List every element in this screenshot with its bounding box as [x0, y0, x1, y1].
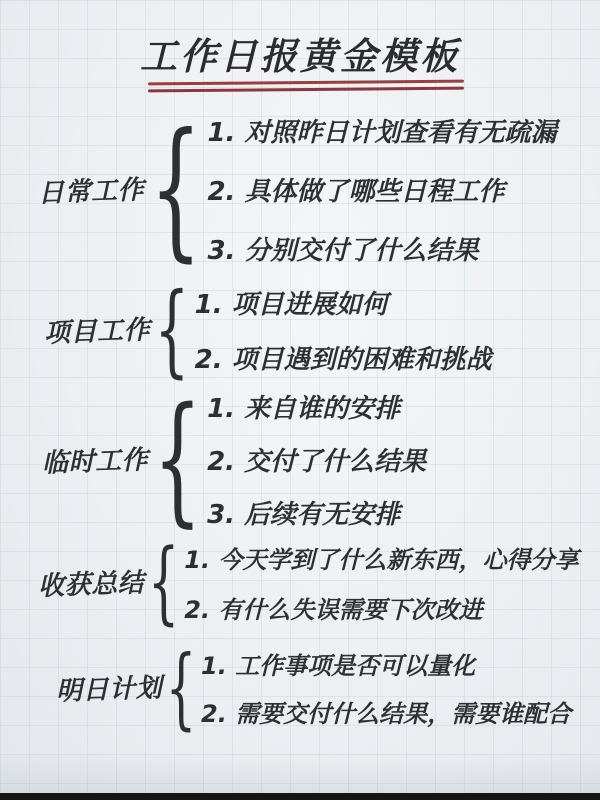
section-item: 3. 后续有无安排: [207, 500, 401, 530]
section-harvest-summary: [37, 530, 579, 635]
brace-icon: {: [149, 102, 202, 277]
section-daily-work: [37, 102, 557, 277]
section-item: 1. 来自谁的安排: [207, 394, 401, 424]
section-items: [207, 388, 426, 531]
section-item: 1. 对照昨日计划查看有无疏漏: [207, 118, 557, 148]
section-tomorrow-plan: [55, 636, 572, 739]
section-label: 临时工作: [41, 445, 149, 479]
section-label: 日常工作: [37, 175, 145, 209]
section-items: [207, 112, 556, 267]
section-item: 1. 今天学到了什么新东西，心得分享: [184, 546, 579, 575]
section-temporary-work: [41, 378, 427, 541]
section-project-work: [43, 271, 492, 388]
section-items: [184, 540, 578, 625]
title-underline-top: [148, 80, 464, 86]
title-underline-bottom: [148, 87, 464, 93]
section-item: 2. 项目遇到的困难和挑战: [194, 344, 492, 375]
brace-icon: {: [154, 271, 190, 388]
section-item: 1. 工作事项是否可以量化: [201, 652, 476, 681]
section-label: 收获总结: [37, 568, 145, 603]
section-item: 2. 有什么失误需要下次改进: [184, 596, 483, 625]
bottom-edge-bar: [0, 793, 600, 800]
brace-icon: {: [153, 378, 203, 541]
section-items: [195, 284, 492, 376]
section-label: 明日计划: [55, 673, 163, 708]
section-item: 2. 交付了什么结果: [207, 447, 427, 477]
page-title: 工作日报黄金模板: [140, 35, 460, 78]
section-item: 2. 具体做了哪些日程工作: [207, 177, 505, 207]
section-item: 1. 项目进展如何: [194, 289, 388, 320]
section-items: [201, 646, 571, 729]
brace-icon: {: [147, 530, 180, 635]
section-item: 3. 分别交付了什么结果: [207, 236, 479, 266]
section-label: 项目工作: [43, 315, 151, 349]
brace-icon: {: [165, 636, 197, 739]
section-item: 2. 需要交付什么结果，需要谁配合: [201, 700, 572, 729]
bottom-shadow: [0, 753, 600, 793]
